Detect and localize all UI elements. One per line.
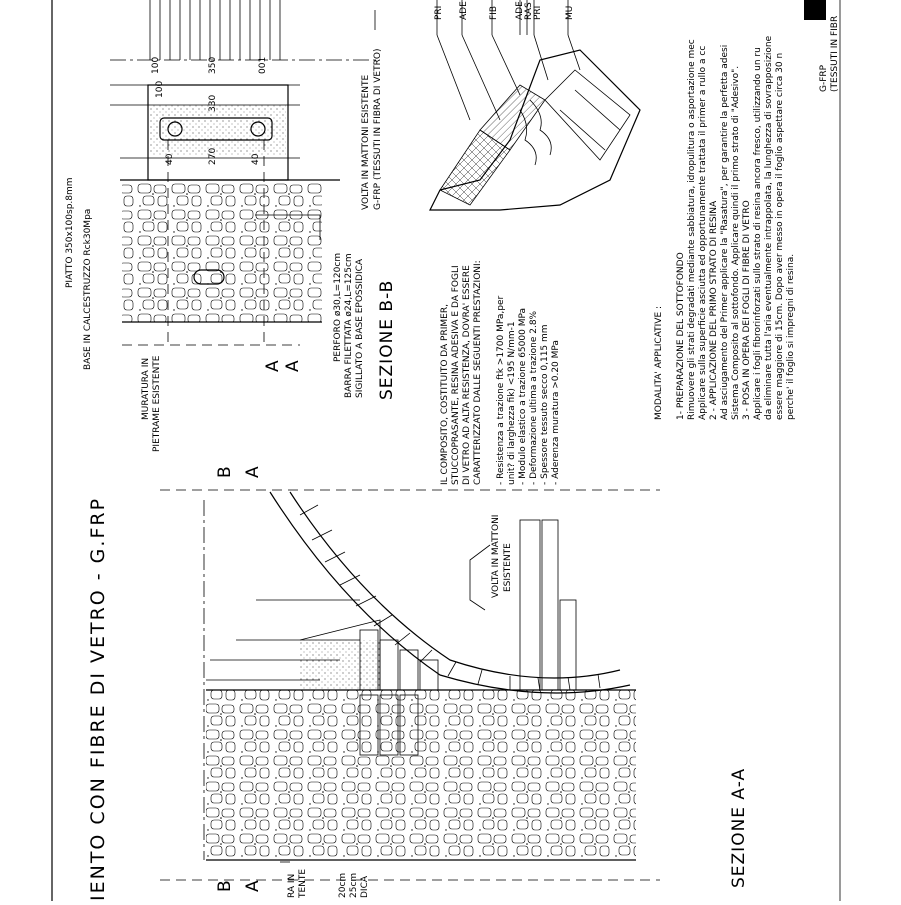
brick-joint-2 [560, 110, 605, 150]
vault-leader [470, 545, 490, 610]
detail-label-rasatura: RAS [524, 2, 534, 20]
dim-270: 270 [208, 147, 218, 165]
aa-bar-label-1: 20cm [338, 872, 348, 898]
spec-item-4: - Deformazione ultima a trazione 2.8% [529, 310, 539, 485]
procedure-line-4: 2 - APPLICAZIONE DEL PRIMO STRATO DI RESINA [709, 200, 719, 420]
spec-intro-4: CARATTERIZZATO DALLE SEGUENTI PRESTAZIONI: [473, 260, 483, 485]
stone-masonry [206, 690, 636, 860]
section-bb-title: SEZIONE B-B [377, 279, 397, 400]
bb-masonry-label-2: PIETRAME ESISTENTE [152, 355, 162, 452]
spec-item-6: - Aderenza muratura >0.20 MPa [551, 340, 561, 485]
aa-vault-label-2: ESISTENTE [503, 543, 513, 592]
procedure-line-2: Rimuovere gli strati degradati mediante sabbiatura, idropulitura o asportazione mec [687, 39, 697, 420]
procedure-line-8: Applicare i fogli fibrorinforzati sullo strato di resina ancora fresco, utilizzando un ru [753, 47, 763, 420]
bb-bore-label-1: PERFORO ø30,L=120cm [333, 252, 343, 362]
legend-desc: (TESSUTI IN FIBR [830, 15, 840, 92]
aa-cut-mark-b-bottom: B [215, 879, 235, 892]
procedure-line-3: Applicare sulla superficie asciutta ed opportunamente trattata il primer a rullo a cc [698, 45, 708, 420]
procedure-line-1: 1- PREPARAZIONE DEL SOTTOFONDO [676, 252, 686, 420]
bb-bore-label-3: SIGILLATO A BASE EPOSSIDICA [355, 258, 365, 398]
section-aa-title: SEZIONE A-A [729, 767, 749, 888]
spec-intro-1: IL COMPOSITO, COSTITUITO DA PRIMER, [440, 304, 450, 485]
procedure-line-9: da eliminare tutta l'aria eventualmente intrappolata, la lunghezza di sovrapposizione [764, 35, 774, 420]
concrete-base [300, 640, 380, 690]
frp-layer-detail [430, 0, 640, 210]
spec-item-2: unit? di larghezza fik) <195 N/mm-1 [507, 321, 517, 485]
bb-cut-mark-b: A [283, 359, 303, 372]
brick-block [545, 70, 630, 160]
stone-wall [122, 182, 322, 322]
aa-masonry-label-1: RA IN [287, 873, 297, 898]
dim-350: 350 [208, 56, 218, 74]
section-aa [160, 490, 660, 880]
bb-vault-label-1: VOLTA IN MATTONI ESISTENTE [361, 74, 371, 210]
detail-label-primer: PRI [434, 5, 444, 20]
procedure-heading: MODALITA' APPLICATIVE : [654, 305, 664, 420]
bb-bore-label-2: BARRA FILETTATA ø24,L=125cm [344, 253, 354, 398]
dim-40-left: 40 [165, 153, 175, 165]
bb-cut-mark-a: A [263, 359, 283, 372]
spec-item-1: - Resistenza a trazione ftk >1700 MPa,per [496, 295, 506, 485]
bb-vault-label-2: G-FRP (TESSUTI IN FIBRA DI VETRO) [373, 48, 383, 210]
dim-100-left: 100 [151, 56, 161, 74]
bb-base-label: BASE IN CALCESTRUZZO Rck30Mpa [83, 208, 93, 370]
aa-vault-label-1: VOLTA IN MATTONI [491, 514, 501, 598]
procedure-line-5: Ad asciugamento del Primer applicare la "Rasatura", per garantire la perfetta adesi [720, 44, 730, 420]
aa-bar-label-2: 25cm [349, 872, 359, 898]
dim-100-b: 100 [155, 80, 165, 98]
spec-item-3: - Modulo elastico a trazione 65000 MPa [518, 308, 528, 485]
dim-330: 330 [208, 94, 218, 112]
bb-masonry-label-1: MURATURA IN [141, 357, 151, 420]
procedure-line-6: Sistema Composito al sottofondo. Applicare quindi il primo strato di "Adesivo". [731, 65, 741, 420]
fiber-sheet-lines [150, 0, 280, 60]
aa-cut-mark-a-bottom: A [243, 879, 263, 892]
detail-label-adhesive-1: ADE [459, 1, 469, 20]
detail-label-fiber: FIB [489, 5, 499, 20]
title-block-fill [804, 0, 826, 20]
aa-bar-label-3: DICA [360, 875, 370, 898]
drawing-title: IENTO CON FIBRE DI VETRO - G.FRP [87, 496, 109, 901]
main-title [87, 497, 109, 901]
brick-joint-1 [575, 90, 620, 130]
legend-code: G-FRP [819, 64, 829, 92]
dim-40-right: 40 [251, 153, 261, 165]
procedure-line-10: essere maggiore di 15cm. Dopo aver messo in opera il foglio aspettare circa 30 n [775, 52, 785, 420]
spec-intro-2: STUCCOPRASANTE, RESINA ADESIVA E DA FOGLI [451, 265, 461, 485]
spec-item-5: - Spessore tessuto secco 0,115 mm [540, 324, 550, 485]
procedure-line-11: perche' il foglio si impregni di resina. [786, 253, 796, 420]
detail-label-primer-2: PRI [533, 5, 543, 20]
aa-cut-mark-b-top: B [215, 465, 235, 478]
detail-label-adhesive-2: ADE [515, 1, 525, 20]
bb-plate-label: PIATTO 350x100sp.8mm [65, 177, 75, 288]
aa-masonry-label-2: TENTE [298, 868, 308, 898]
detail-label-masonry: MU [565, 5, 575, 20]
spec-intro-3: DI VETRO AD ALTA RESISTENZA, DOVRA' ESSERE [462, 265, 472, 485]
dim-001: 001 [258, 56, 268, 74]
aa-cut-mark-a-top: A [243, 465, 263, 478]
concrete-fill [150, 105, 286, 155]
procedure-line-7: 3 - POSA IN OPERA DEI FOGLI DI FIBRE DI VETRO [742, 200, 752, 420]
